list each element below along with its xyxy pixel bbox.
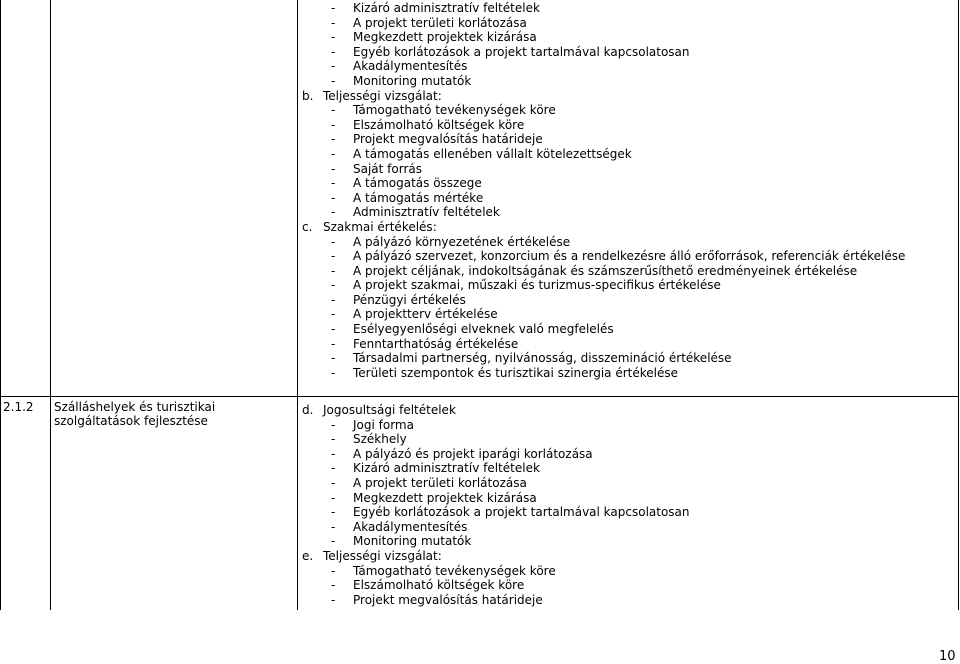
- section-e-item: [302, 593, 690, 608]
- section-c-item: [302, 366, 905, 381]
- section-e-item-text: Projekt megvalósítás határideje: [353, 592, 543, 607]
- list-dash: -: [331, 505, 336, 520]
- lower-row-content: [302, 403, 690, 607]
- section-c-heading: [302, 220, 905, 235]
- list-dash: -: [331, 534, 336, 549]
- section-c-item-text: Fenntarthatóság értékelése: [353, 336, 519, 351]
- section-b-item: [302, 132, 905, 147]
- list-dash: -: [331, 15, 336, 30]
- section-e-item: [302, 564, 690, 579]
- list-dash: -: [331, 475, 336, 490]
- list-dash: -: [331, 417, 336, 432]
- table-border-left: [0, 0, 1, 610]
- section-b-heading: [302, 89, 905, 104]
- section-a-item: [302, 1, 905, 16]
- section-c-item: [302, 293, 905, 308]
- section-c-item: [302, 264, 905, 279]
- column-divider-1: [50, 0, 51, 610]
- section-d-item: [302, 505, 690, 520]
- section-a-item: [302, 45, 905, 60]
- list-dash: -: [331, 351, 336, 366]
- section-b-item-text: Projekt megvalósítás határideje: [353, 132, 543, 147]
- list-dash: -: [331, 73, 336, 88]
- section-b-item: [302, 162, 905, 177]
- section-a-item: [302, 59, 905, 74]
- section-d-title: Jogosultsági feltételek: [323, 403, 456, 417]
- section-d-item-text: A projekt területi korlátozása: [353, 475, 527, 490]
- section-c-item-text: A projektterv értékelése: [353, 307, 498, 322]
- section-d-item-text: Kizáró adminisztratív feltételek: [353, 461, 540, 476]
- section-d-item: [302, 520, 690, 535]
- section-e-title: Teljességi vizsgálat:: [323, 548, 442, 563]
- list-dash: -: [331, 278, 336, 293]
- section-b-item-text: Adminisztratív feltételek: [353, 205, 500, 220]
- section-e-item-text: Támogatható tevékenységek köre: [353, 563, 556, 578]
- section-c-item: [302, 337, 905, 352]
- section-a-item: [302, 74, 905, 89]
- section-d-item-text: Megkezdett projektek kizárása: [353, 490, 537, 505]
- section-d-item: [302, 447, 690, 462]
- section-d-item-text: Egyéb korlátozások a projekt tartalmával kapcsolatosan: [353, 505, 690, 520]
- section-a-item-text: Monitoring mutatók: [353, 73, 472, 88]
- list-dash: -: [331, 365, 336, 380]
- section-d-item: [302, 418, 690, 433]
- section-b-item: [302, 205, 905, 220]
- section-a-item-text: Egyéb korlátozások a projekt tartalmával kapcsolatosan: [353, 44, 690, 59]
- list-dash: -: [331, 563, 336, 578]
- list-dash: -: [331, 205, 336, 220]
- page-number: 10: [939, 649, 956, 664]
- section-b-item: [302, 176, 905, 191]
- section-b-item: [302, 147, 905, 162]
- section-d-item-text: Monitoring mutatók: [353, 534, 472, 549]
- section-d-heading: [302, 403, 690, 418]
- section-d-letter: d.: [302, 403, 314, 417]
- list-dash: -: [331, 249, 336, 264]
- section-b-item: [302, 191, 905, 206]
- list-dash: -: [331, 234, 336, 249]
- section-b-item-text: Saját forrás: [353, 161, 423, 176]
- list-dash: -: [331, 190, 336, 205]
- section-d-item: [302, 476, 690, 491]
- row-divider: [0, 396, 959, 397]
- list-dash: -: [331, 461, 336, 476]
- list-dash: -: [331, 432, 336, 447]
- upper-row-content: [302, 1, 905, 380]
- row-number: 2.1.2: [3, 400, 34, 414]
- section-b-item-text: A támogatás mértéke: [353, 190, 484, 205]
- section-d-item: [302, 432, 690, 447]
- section-d-item-text: Székhely: [353, 432, 407, 447]
- section-a-item: [302, 16, 905, 31]
- section-c-item: [302, 235, 905, 250]
- section-b-item-text: Elszámolható költségek köre: [353, 117, 525, 132]
- list-dash: -: [331, 592, 336, 607]
- list-dash: -: [331, 1, 336, 15]
- list-dash: -: [331, 446, 336, 461]
- section-b-item: [302, 118, 905, 133]
- section-a-item-text: Kizáró adminisztratív feltételek: [353, 1, 540, 15]
- list-dash: -: [331, 336, 336, 351]
- section-c-item-text: A pályázó szervezet, konzorcium és a rendelkezésre álló erőforrások, referenciák értékelése: [353, 249, 906, 264]
- list-dash: -: [331, 161, 336, 176]
- section-c-title: Szakmai értékelés:: [323, 219, 437, 234]
- list-dash: -: [331, 146, 336, 161]
- list-dash: -: [331, 578, 336, 593]
- section-c-letter: c.: [302, 219, 313, 234]
- section-c-item-text: Társadalmi partnerség, nyilvánosság, disszemináció értékelése: [353, 351, 732, 366]
- list-dash: -: [331, 117, 336, 132]
- section-c-item-text: Esélyegyenlőségi elveknek való megfelelés: [353, 322, 614, 337]
- section-d-item: [302, 461, 690, 476]
- section-a-item-text: Megkezdett projektek kizárása: [353, 30, 537, 45]
- section-d-item: [302, 491, 690, 506]
- section-d-item-text: A pályázó és projekt iparági korlátozása: [353, 446, 593, 461]
- list-dash: -: [331, 176, 336, 191]
- section-c-item-text: Pénzügyi értékelés: [353, 292, 466, 307]
- list-dash: -: [331, 132, 336, 147]
- section-e-heading: [302, 549, 690, 564]
- list-dash: -: [331, 263, 336, 278]
- section-b-item-text: Támogatható tevékenységek köre: [353, 103, 556, 118]
- list-dash: -: [331, 322, 336, 337]
- section-c-item: [302, 307, 905, 322]
- list-dash: -: [331, 44, 336, 59]
- section-b-item-text: A támogatás összege: [353, 176, 482, 191]
- list-dash: -: [331, 490, 336, 505]
- list-dash: -: [331, 59, 336, 74]
- section-d-item-text: Jogi forma: [353, 417, 414, 432]
- section-a-item: [302, 30, 905, 45]
- section-d-item: [302, 534, 690, 549]
- section-e-item-text: Elszámolható költségek köre: [353, 578, 525, 593]
- section-a-item-text: Akadálymentesítés: [353, 59, 468, 74]
- section-c-item: [302, 351, 905, 366]
- section-b-item: [302, 103, 905, 118]
- list-dash: -: [331, 307, 336, 322]
- section-c-item: [302, 322, 905, 337]
- section-c-item-text: Területi szempontok és turisztikai szinergia értékelése: [353, 365, 679, 380]
- section-b-item-text: A támogatás ellenében vállalt kötelezettségek: [353, 146, 632, 161]
- section-c-item-text: A projekt szakmai, műszaki és turizmus-specifikus értékelése: [353, 278, 721, 293]
- list-dash: -: [331, 519, 336, 534]
- section-d-item-text: Akadálymentesítés: [353, 519, 468, 534]
- section-c-item: [302, 278, 905, 293]
- row-title: Szálláshelyek és turisztikai szolgáltatások fejlesztése: [54, 400, 216, 428]
- table-border-right: [958, 0, 959, 610]
- section-e-letter: e.: [302, 548, 314, 563]
- list-dash: -: [331, 292, 336, 307]
- section-b-letter: b.: [302, 88, 314, 103]
- list-dash: -: [331, 103, 336, 118]
- section-b-title: Teljességi vizsgálat:: [323, 88, 442, 103]
- column-divider-2: [297, 0, 298, 610]
- section-e-item: [302, 578, 690, 593]
- section-c-item-text: A projekt céljának, indokoltságának és számszerűsíthető eredményeinek értékelése: [353, 263, 858, 278]
- list-dash: -: [331, 30, 336, 45]
- section-c-item: [302, 249, 905, 264]
- section-a-item-text: A projekt területi korlátozása: [353, 15, 527, 30]
- section-c-item-text: A pályázó környezetének értékelése: [353, 234, 571, 249]
